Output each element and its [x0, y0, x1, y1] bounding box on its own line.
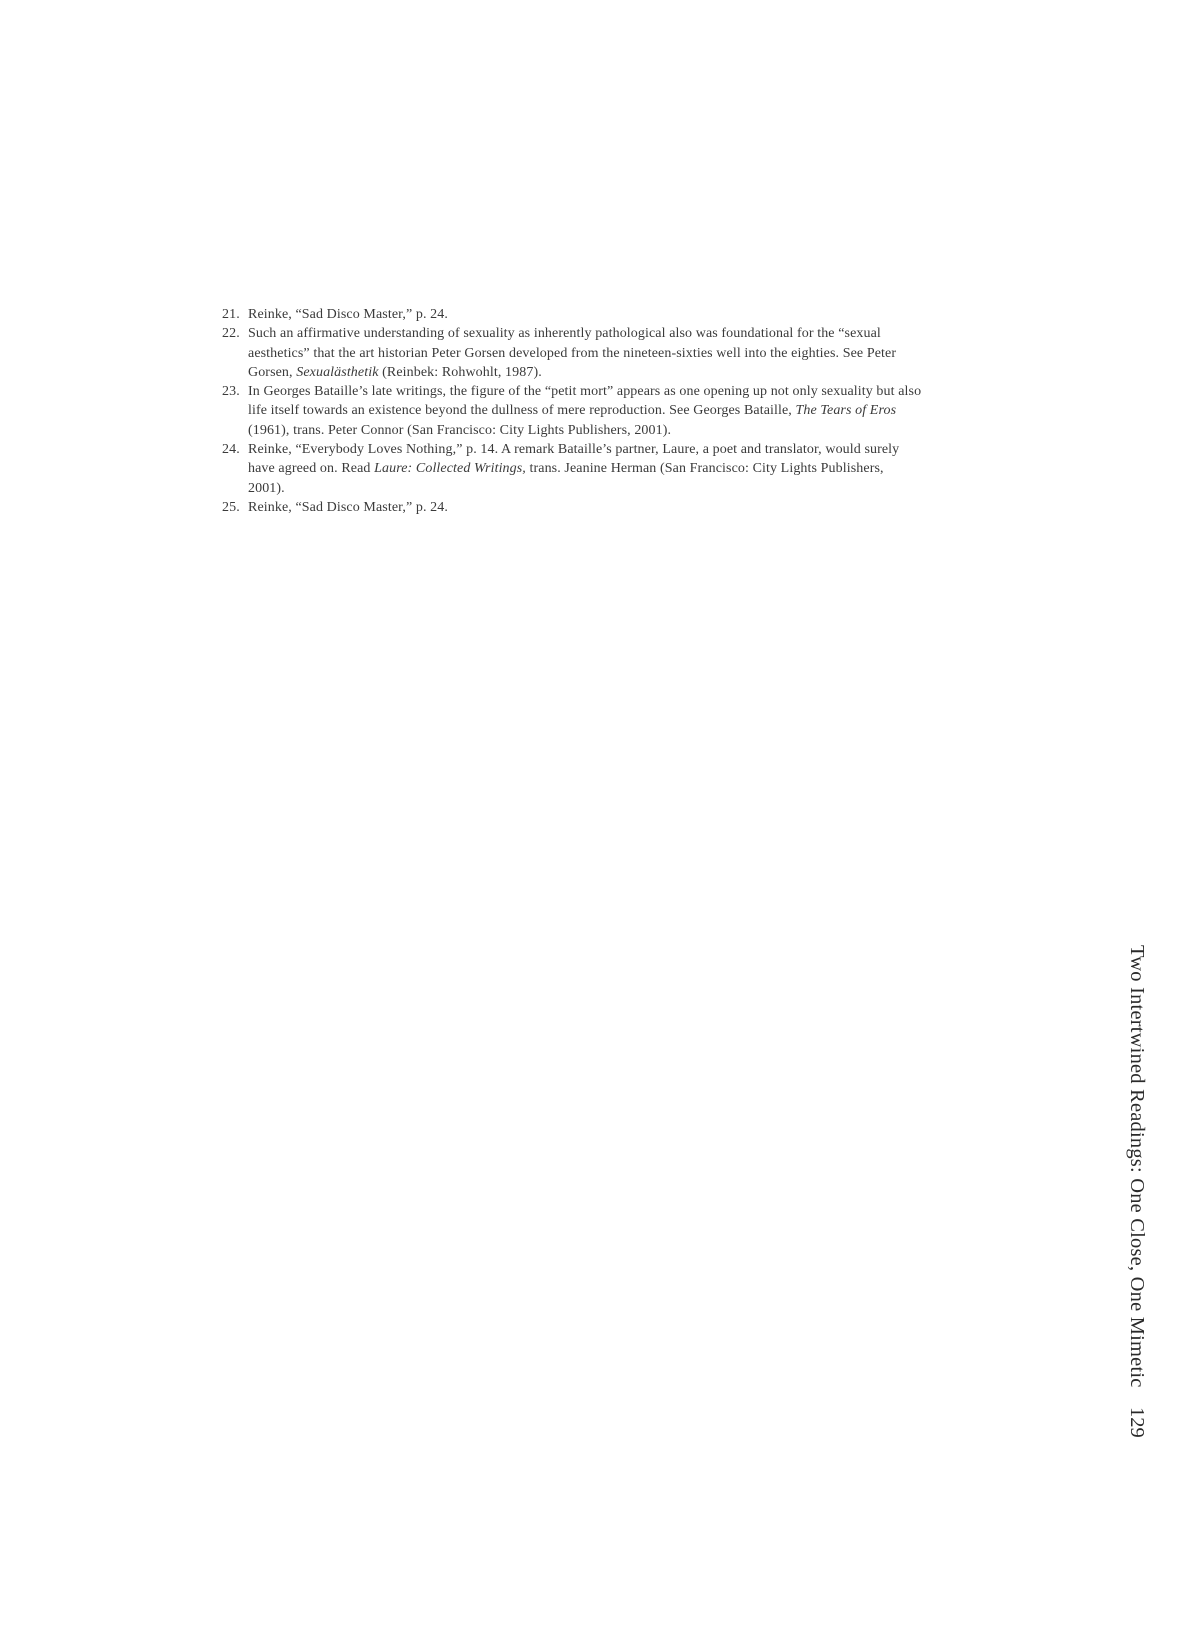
endnote-number: 23.: [222, 384, 240, 400]
endnote-25: [222, 498, 922, 517]
endnote-text: Reinke, “Sad Disco Master,” p. 24.: [248, 307, 448, 322]
endnote-number: 25.: [222, 499, 240, 515]
book-title: Laure: Collected Writings,: [374, 461, 526, 477]
endnote-number: 21.: [222, 307, 240, 322]
page-number: 129: [1126, 1407, 1148, 1438]
book-title: Sexualästhetik: [296, 364, 379, 380]
running-head: Two Intertwined Readings: One Close, One Mimetic: [1126, 945, 1148, 1388]
endnote-number: 22.: [222, 326, 240, 342]
endnote-number: 24.: [222, 442, 240, 458]
book-title: The Tears of Eros: [795, 403, 897, 419]
endnote-text: In Georges Bataille’s late writings, the figure of the “petit mort” appears as one opening up not only sexuality but also life itself towards an existence beyond the dullness of mere reproduction. See Georges Bataille, The Tears of Eros (1961), trans. Peter Connor (San Francisco: City Lights Publishers, 2001).: [248, 384, 922, 438]
endnote-text: Such an affirmative understanding of sexuality as inherently pathological also was foundational for the “sexual aesthetics” that the art historian Peter Gorsen developed from the nineteen-sixties well into the eighties. See Peter Gorsen, Sexualästhetik (Reinbek: Rohwohlt, 1987).: [248, 326, 897, 380]
endnote-24: [222, 440, 922, 498]
endnote-text: Reinke, “Everybody Loves Nothing,” p. 14. A remark Bataille’s partner, Laure, a poet and translator, would surely have agreed on. Read Laure: Collected Writings, trans. Jeanine Herman (San Francisco: City Lights Publishers, 2001).: [248, 442, 900, 496]
endnote-21: [222, 305, 922, 324]
endnote-text: Reinke, “Sad Disco Master,” p. 24.: [248, 499, 448, 515]
endnote-23: [222, 382, 922, 440]
endnotes-list: [222, 305, 922, 517]
endnote-22: [222, 324, 922, 382]
